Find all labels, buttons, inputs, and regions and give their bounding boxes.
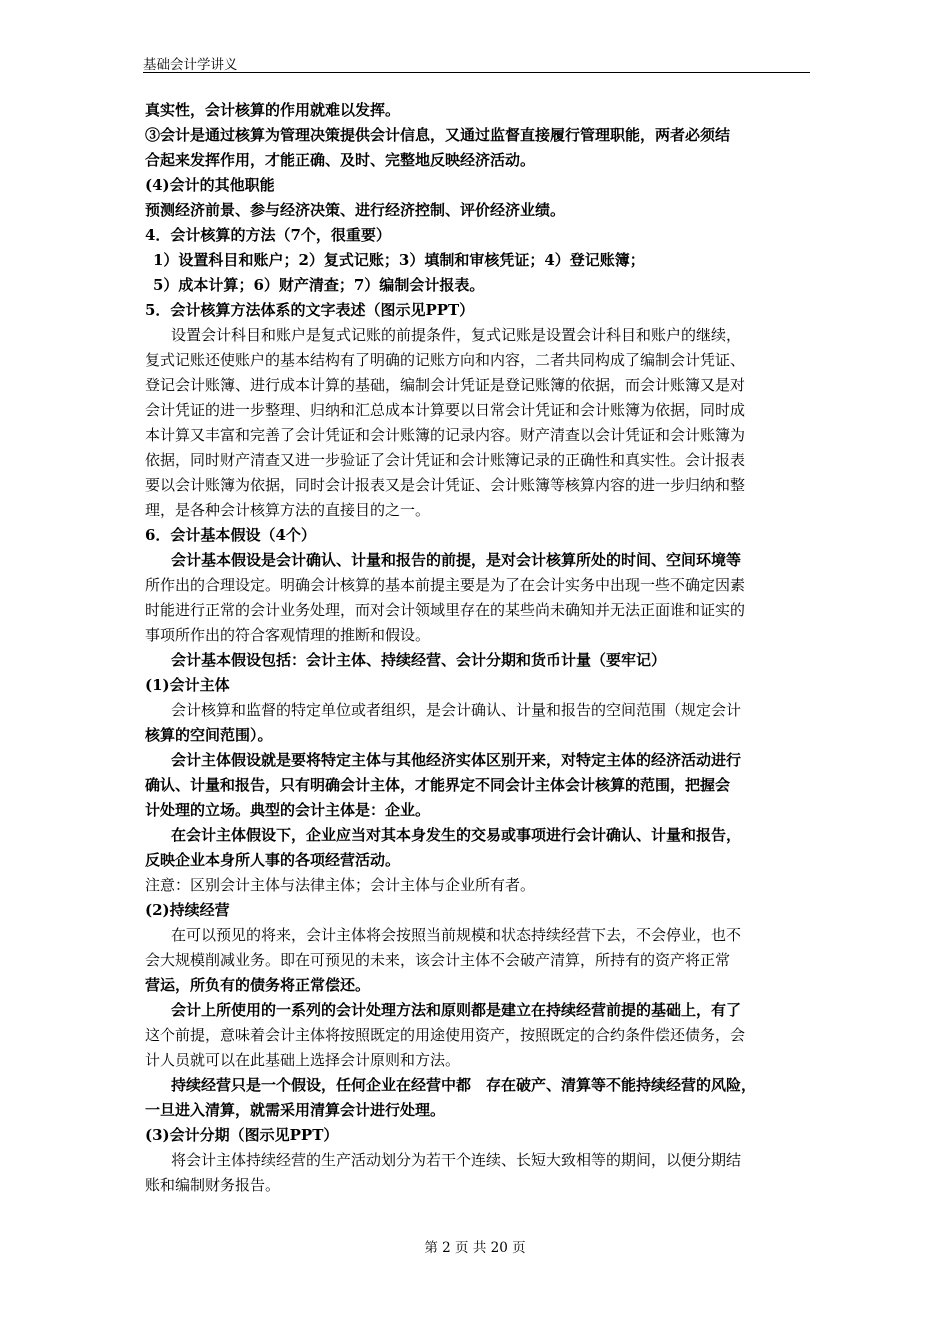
text-line: 时能进行正常的会计业务处理，而对会计领域里存在的某些尚未确知并无法正面谁和证实的 (145, 601, 746, 619)
text-line: (1)会计主体 (145, 676, 230, 694)
text-line: 账和编制财务报告。 (145, 1176, 281, 1194)
text-line: 预测经济前景、参与经济决策、进行经济控制、评价经济业绩。 (145, 201, 566, 219)
text-line: 5）成本计算；6）财产清查；7）编制会计报表。 (153, 276, 485, 294)
text-line: 真实性，会计核算的作用就难以发挥。 (145, 101, 401, 119)
text-line: 一旦进入清算，就需采用清算会计进行处理。 (145, 1101, 446, 1119)
text-line: 在会计主体假设下，企业应当对其本身发生的交易或事项进行会计确认、计量和报告， (171, 826, 742, 844)
text-line: 1）设置科目和账户；2）复式记账；3）填制和审核凭证；4）登记账簿； (153, 251, 645, 269)
text-line: 会计基本假设是会计确认、计量和报告的前提，是对会计核算所处的时间、空间环境等 (171, 551, 742, 569)
text-line: 核算的空间范围）。 (145, 726, 273, 744)
header-title: 基础会计学讲义 (143, 57, 238, 73)
text-line: 会计凭证的进一步整理、归纳和汇总成本计算要以日常会计凭证和会计账簿为依据，同时成 (145, 401, 746, 419)
text-line: 计人员就可以在此基础上选择会计原则和方法。 (145, 1051, 461, 1069)
page-header (143, 52, 810, 73)
text-line: 会计基本假设包括：会计主体、持续经营、会计分期和货币计量（要牢记） (171, 651, 667, 669)
text-line: 5．会计核算方法体系的文字表述（图示见PPT） (145, 301, 475, 319)
text-line: 这个前提，意味着会计主体将按照既定的用途使用资产，按照既定的合约条件偿还债务，会 (145, 1026, 746, 1044)
text-line: 反映企业本身所人事的各项经营活动。 (145, 851, 401, 869)
text-line: 会大规模削减业务。即在可预见的未来，该会计主体不会破产清算，所持有的资产将正常 (145, 951, 731, 969)
text-line: 本计算又丰富和完善了会计凭证和会计账簿的记录内容。财产清查以会计凭证和会计账簿为 (145, 426, 746, 444)
text-line: 依据，同时财产清查又进一步验证了会计凭证和会计账簿记录的正确性和真实性。会计报表 (145, 451, 746, 469)
text-line: 合起来发挥作用，才能正确、及时、完整地反映经济活动。 (145, 151, 536, 169)
text-line: 会计上所使用的一系列的会计处理方法和原则都是建立在持续经营前提的基础上，有了 (171, 1001, 742, 1019)
text-line: 计处理的立场。典型的会计主体是：企业。 (145, 801, 431, 819)
text-line: 营运，所负有的债务将正常偿还。 (145, 976, 371, 994)
text-line: ③会计是通过核算为管理决策提供会计信息，又通过监督直接履行管理职能，两者必须结 (145, 126, 731, 144)
text-line: 事项所作出的符合客观情理的推断和假设。 (145, 626, 431, 644)
page-number: 第 2 页 共 20 页 (424, 1240, 526, 1256)
text-line: 在可以预见的将来，会计主体将会按照当前规模和状态持续经营下去，不会停业，也不 (171, 926, 742, 944)
text-line: 确认、计量和报告，只有明确会计主体，才能界定不同会计主体会计核算的范围，把握会 (145, 776, 731, 794)
text-line: 持续经营只是一个假设，任何企业在经营中都 存在破产、清算等不能持续经营的风险， (171, 1076, 757, 1094)
text-line: (4)会计的其他职能 (145, 176, 275, 194)
text-line: (2)持续经营 (145, 901, 230, 919)
text-line: 登记会计账簿、进行成本计算的基础，编制会计凭证是登记账簿的依据，而会计账簿又是对 (145, 376, 746, 394)
text-line: 注意：区别会计主体与法律主体；会计主体与企业所有者。 (145, 876, 536, 894)
text-line: 将会计主体持续经营的生产活动划分为若干个连续、长短大致相等的期间，以便分期结 (171, 1151, 742, 1169)
text-line: 4．会计核算的方法（7个，很重要） (145, 226, 391, 244)
document-body (145, 98, 810, 1198)
text-line: 6．会计基本假设（4个） (145, 526, 316, 544)
text-line: 会计核算和监督的特定单位或者组织，是会计确认、计量和报告的空间范围（规定会计 (171, 701, 742, 719)
text-line: 所作出的合理设定。明确会计核算的基本前提主要是为了在会计实务中出现一些不确定因素 (145, 576, 746, 594)
text-line: 理，是各种会计核算方法的直接目的之一。 (145, 501, 431, 519)
text-line: 要以会计账簿为依据，同时会计报表又是会计凭证、会计账簿等核算内容的进一步归纳和整 (145, 476, 746, 494)
text-line: 设置会计科目和账户是复式记账的前提条件，复式记账是设置会计科目和账户的继续， (171, 326, 742, 344)
text-line: 复式记账还使账户的基本结构有了明确的记账方向和内容，二者共同构成了编制会计凭证、 (145, 351, 746, 369)
text-line: 会计主体假设就是要将特定主体与其他经济实体区别开来，对特定主体的经济活动进行 (171, 751, 742, 769)
text-line: (3)会计分期（图示见PPT） (145, 1126, 339, 1144)
